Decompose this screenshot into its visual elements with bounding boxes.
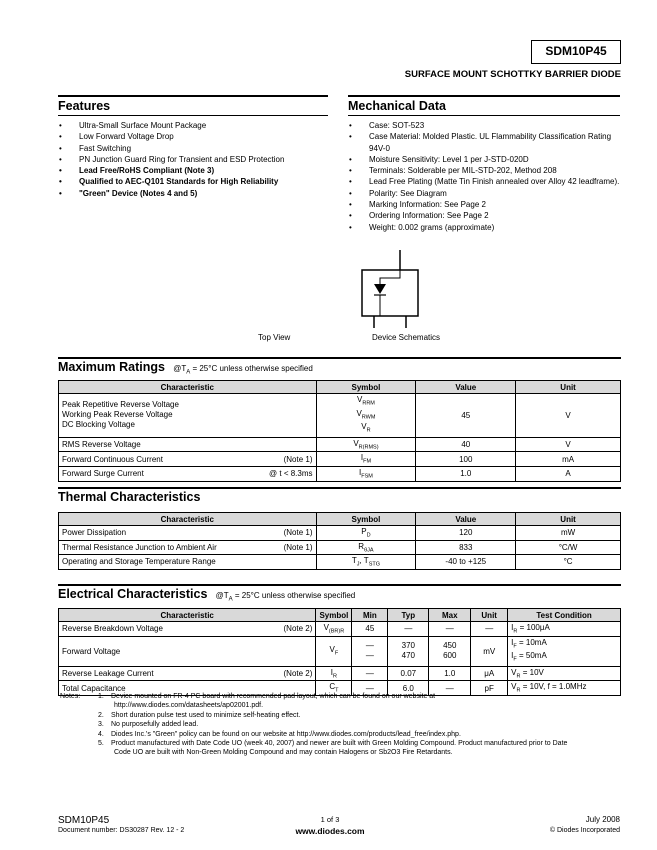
col-min: Min bbox=[352, 609, 388, 622]
characteristic-cell: Power Dissipation (Note 1) bbox=[59, 526, 317, 541]
symbol-cell: $I_{FM}$ bbox=[316, 452, 416, 467]
characteristic-cell: Forward Continuous Current (Note 1) bbox=[59, 452, 317, 467]
note-number: 2. bbox=[98, 711, 104, 719]
list-item: • "Green" Device (Notes 4 and 5) bbox=[58, 188, 333, 199]
typ-cell: — bbox=[388, 622, 429, 637]
col-value: Value bbox=[416, 513, 516, 526]
electrical-top-rule bbox=[58, 584, 621, 586]
value-cell: 100 bbox=[416, 452, 516, 467]
device-schematics-caption: Device Schematics bbox=[372, 333, 441, 342]
characteristic-cell: Peak Repetitive Reverse Voltage Working Peak Reverse Voltage DC Blocking Voltage bbox=[59, 394, 317, 438]
list-item: • Moisture Sensitivity: Level 1 per J-STD-020D bbox=[348, 154, 623, 165]
list-item: • Weight: 0.002 grams (approximate) bbox=[348, 222, 623, 233]
note-text-continued: Code UO are built with Non-Green Molding Compound and may contain Halogens or Sb2O3 Fire Retardants. bbox=[114, 749, 453, 757]
unit-cell: μA bbox=[471, 666, 508, 681]
symbol-cell: $I_R$ bbox=[316, 666, 352, 681]
symbol-cell: $V_{RRM}$ $V_{RWM}$ $V_R$ bbox=[316, 394, 416, 438]
list-item: • Ordering Information: See Page 2 bbox=[348, 210, 623, 221]
test-condition-cell: $I_R = 100\mu A$ bbox=[508, 622, 621, 637]
max-ratings-header bbox=[58, 360, 621, 376]
thermal-top-rule bbox=[58, 487, 621, 489]
list-item: • Marking Information: See Page 2 bbox=[348, 199, 623, 210]
list-item: • Ultra-Small Surface Mount Package bbox=[58, 120, 333, 131]
features-list bbox=[58, 120, 333, 199]
unit-cell: A bbox=[516, 466, 621, 481]
unit-cell: °C bbox=[516, 555, 621, 570]
device-schematic-diagram bbox=[360, 248, 422, 330]
unit-cell: — bbox=[471, 622, 508, 637]
footer-document-number: Document number: DS30287 Rev. 12 - 2 bbox=[58, 827, 185, 834]
symbol-cell: $C_T$ bbox=[316, 681, 352, 696]
min-cell: — bbox=[352, 666, 388, 681]
symbol-cell: $V_{(BR)R}$ bbox=[316, 622, 352, 637]
table-header-row bbox=[59, 381, 621, 394]
col-test-condition: Test Condition bbox=[508, 609, 621, 622]
col-symbol: Symbol bbox=[316, 513, 416, 526]
test-condition-cell: $V_R = 10V$, f = 1.0MHz bbox=[508, 681, 621, 696]
note-item bbox=[98, 692, 623, 711]
characteristic-cell: Operating and Storage Temperature Range bbox=[59, 555, 317, 570]
table-header-row bbox=[59, 609, 621, 622]
characteristic-cell: Reverse Breakdown Voltage (Note 2) bbox=[59, 622, 316, 637]
max-ratings-title: Maximum Ratings bbox=[58, 360, 165, 374]
max-ratings-table bbox=[58, 380, 621, 482]
min-cell: — bbox=[352, 681, 388, 696]
value-cell: 45 bbox=[416, 394, 516, 438]
col-symbol: Symbol bbox=[316, 381, 416, 394]
characteristic-cell: Forward Voltage bbox=[59, 636, 316, 666]
min-cell: — — bbox=[352, 636, 388, 666]
list-item: • Qualified to AEC-Q101 Standards for High Reliability bbox=[58, 176, 333, 187]
test-condition-cell: $I_F = 10mA$ $I_F = 50mA$ bbox=[508, 636, 621, 666]
list-item: • Case Material: Molded Plastic. UL Flammability Classification Rating 94V-0 bbox=[348, 131, 623, 154]
table-row bbox=[59, 540, 621, 555]
table-row bbox=[59, 526, 621, 541]
col-symbol: Symbol bbox=[316, 609, 352, 622]
table-row bbox=[59, 666, 621, 681]
notes-list bbox=[98, 692, 623, 758]
symbol-cell: $R_{\theta JA}$ bbox=[316, 540, 416, 555]
unit-cell: °C/W bbox=[516, 540, 621, 555]
list-item: • Lead Free/RoHS Compliant (Note 3) bbox=[58, 165, 333, 176]
value-cell: 1.0 bbox=[416, 466, 516, 481]
note-text-continued: http://www.diodes.com/datasheets/ap02001.pdf. bbox=[114, 702, 264, 710]
max-cell: 450 600 bbox=[429, 636, 471, 666]
table-row bbox=[59, 555, 621, 570]
typ-cell: 370 470 bbox=[388, 636, 429, 666]
footer-website-link[interactable]: www.diodes.com bbox=[295, 826, 365, 836]
col-characteristic: Characteristic bbox=[59, 513, 317, 526]
value-cell: 833 bbox=[416, 540, 516, 555]
characteristic-cell: Thermal Resistance Junction to Ambient Air (Note 1) bbox=[59, 540, 317, 555]
min-cell: 45 bbox=[352, 622, 388, 637]
col-max: Max bbox=[429, 609, 471, 622]
note-item bbox=[98, 739, 623, 758]
list-item: • Fast Switching bbox=[58, 143, 333, 154]
value-cell: 120 bbox=[416, 526, 516, 541]
characteristic-cell: Total Capacitance bbox=[59, 681, 316, 696]
document-subtitle: SURFACE MOUNT SCHOTTKY BARRIER DIODE bbox=[404, 69, 621, 80]
note-number: 3. bbox=[98, 721, 104, 729]
max-ratings-condition: $@T_A = 25^\circ C$ unless otherwise specified bbox=[173, 364, 313, 376]
symbol-cell: $T_J$, $T_{STG}$ bbox=[316, 555, 416, 570]
table-row bbox=[59, 437, 621, 452]
col-unit: Unit bbox=[471, 609, 508, 622]
max-ratings-table-wrap bbox=[58, 380, 621, 482]
list-item: • Polarity: See Diagram bbox=[348, 188, 623, 199]
mechanical-title: Mechanical Data bbox=[348, 99, 620, 116]
note-item bbox=[98, 711, 623, 720]
list-item: • Lead Free Plating (Matte Tin Finish annealed over Alloy 42 leadframe). bbox=[348, 176, 623, 187]
col-characteristic: Characteristic bbox=[59, 609, 316, 622]
note-item bbox=[98, 730, 623, 739]
col-unit: Unit bbox=[516, 513, 621, 526]
typ-cell: 6.0 bbox=[388, 681, 429, 696]
note-text: Diodes Inc.'s "Green" policy can be found on our website at http://www.diodes.com/products/lead_free/index.php. bbox=[111, 730, 461, 738]
max-cell: — bbox=[429, 681, 471, 696]
test-condition-cell: $V_R = 10V$ bbox=[508, 666, 621, 681]
features-title: Features bbox=[58, 99, 328, 116]
note-number: 5. bbox=[98, 740, 104, 748]
table-row bbox=[59, 394, 621, 438]
max-ratings-top-rule bbox=[58, 357, 621, 359]
list-item: • Low Forward Voltage Drop bbox=[58, 131, 333, 142]
note-text: Short duration pulse test used to minimize self-heating effect. bbox=[111, 711, 301, 719]
unit-cell: V bbox=[516, 437, 621, 452]
mechanical-list bbox=[348, 120, 623, 233]
unit-cell: mA bbox=[516, 452, 621, 467]
note-text: Device mounted on FR-4 PC board with recommended pad layout, which can be found on our website at bbox=[111, 693, 436, 700]
table-header-row bbox=[59, 513, 621, 526]
footer-date: July 2008 bbox=[585, 815, 620, 824]
electrical-table-wrap bbox=[58, 608, 621, 696]
unit-cell: pF bbox=[471, 681, 508, 696]
mechanical-top-rule bbox=[348, 95, 620, 97]
table-row bbox=[59, 636, 621, 666]
note-text: Product manufactured with Date Code UO (week 40, 2007) and newer are built with Green Molding Compound. Product manufactured prior to Date bbox=[111, 740, 568, 748]
value-cell: 40 bbox=[416, 437, 516, 452]
symbol-cell: $V_F$ bbox=[316, 636, 352, 666]
list-item: • Terminals: Solderable per MIL-STD-202, Method 208 bbox=[348, 165, 623, 176]
note-text: No purposefully added lead. bbox=[111, 721, 199, 729]
table-row bbox=[59, 466, 621, 481]
thermal-title: Thermal Characteristics bbox=[58, 490, 201, 504]
unit-cell: V bbox=[516, 394, 621, 438]
thermal-table bbox=[58, 512, 621, 570]
symbol-cell: $P_D$ bbox=[316, 526, 416, 541]
typ-cell: 0.07 bbox=[388, 666, 429, 681]
note-item bbox=[98, 720, 623, 729]
list-item: • Case: SOT-523 bbox=[348, 120, 623, 131]
note-number: 1. bbox=[98, 693, 104, 700]
characteristic-cell: Reverse Leakage Current (Note 2) bbox=[59, 666, 316, 681]
top-view-caption: Top View bbox=[258, 333, 291, 342]
footer-page-number: 1 of 3 bbox=[320, 815, 340, 824]
col-typ: Typ bbox=[388, 609, 429, 622]
thermal-table-wrap bbox=[58, 512, 621, 570]
value-cell: -40 to +125 bbox=[416, 555, 516, 570]
max-cell: 1.0 bbox=[429, 666, 471, 681]
electrical-table bbox=[58, 608, 621, 696]
electrical-title: Electrical Characteristics bbox=[58, 587, 208, 601]
unit-cell: mW bbox=[516, 526, 621, 541]
col-value: Value bbox=[416, 381, 516, 394]
table-row bbox=[59, 622, 621, 637]
col-unit: Unit bbox=[516, 381, 621, 394]
characteristic-cell: Forward Surge Current @ t < 8.3ms bbox=[59, 466, 317, 481]
unit-cell: mV bbox=[471, 636, 508, 666]
col-characteristic: Characteristic bbox=[59, 381, 317, 394]
electrical-condition: $@T_A = 25^\circ C$ unless otherwise specified bbox=[215, 591, 356, 603]
symbol-cell: $I_{FSM}$ bbox=[316, 466, 416, 481]
list-item: • PN Junction Guard Ring for Transient and ESD Protection bbox=[58, 154, 333, 165]
table-row bbox=[59, 452, 621, 467]
footer-part-number: SDM10P45 bbox=[58, 815, 110, 826]
part-number-box: SDM10P45 bbox=[531, 40, 621, 64]
notes-label: Notes: bbox=[60, 693, 81, 700]
max-cell: — bbox=[429, 622, 471, 637]
symbol-cell: $V_{R(RMS)}$ bbox=[316, 437, 416, 452]
electrical-header bbox=[58, 587, 621, 603]
note-number: 4. bbox=[98, 730, 104, 738]
features-top-rule bbox=[58, 95, 328, 97]
characteristic-cell: RMS Reverse Voltage bbox=[59, 437, 317, 452]
footer-copyright: © Diodes Incorporated bbox=[549, 827, 620, 834]
